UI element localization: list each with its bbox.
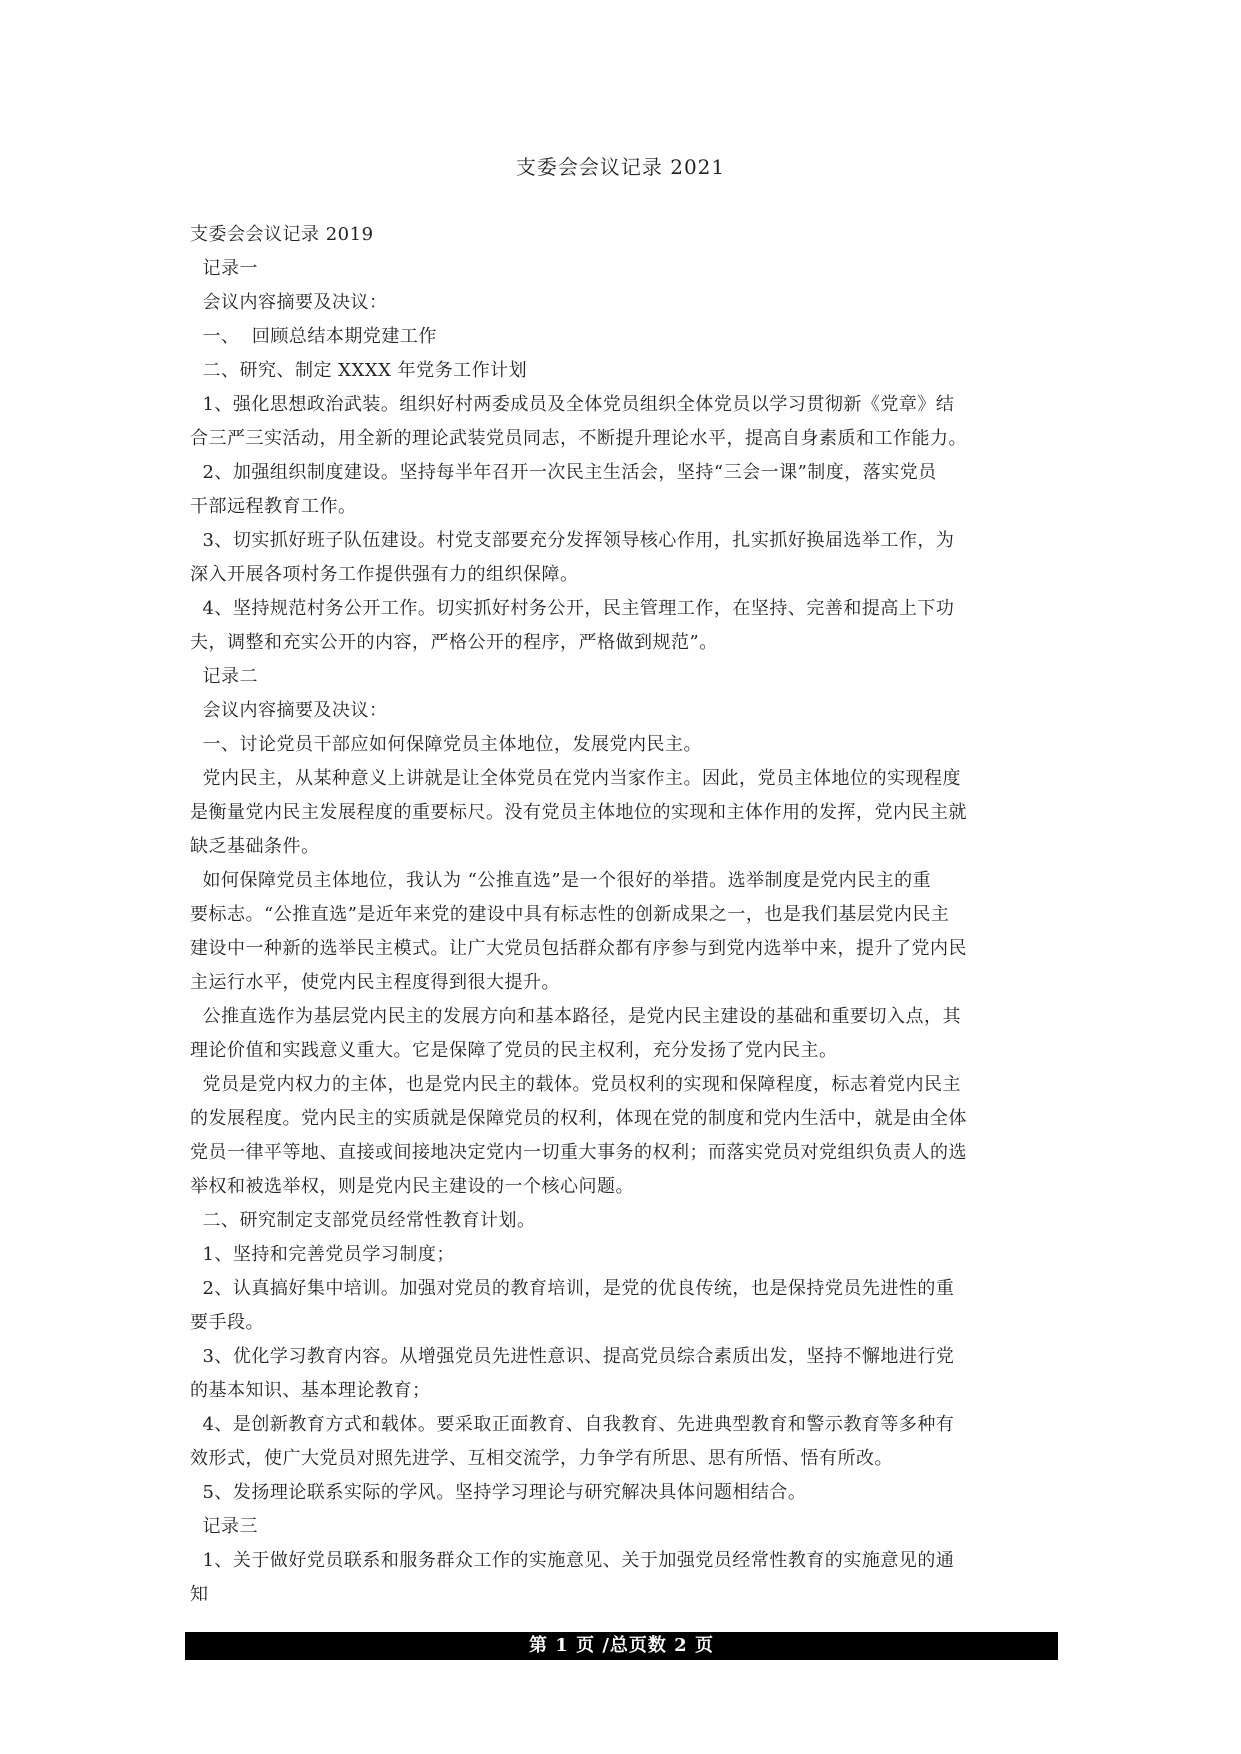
text-line: 要手段。 [190,1312,264,1333]
text-line: 深入开展各项村务工作提供强有力的组织保障。 [190,564,579,585]
document-title: 支委会会议记录 2021 [515,155,726,179]
page-number: 第 1 页 /总页数 2 页 [529,1635,714,1656]
text-line: 理论价值和实践意义重大。它是保障了党员的民主权利，充分发扬了党内民主。 [190,1040,838,1061]
text-line: 合三严三实活动，用全新的理论武装党员同志，不断提升理论水平，提高自身素质和工作能力。 [190,428,967,449]
text-line: 一、讨论党员干部应如何保障党员主体地位，发展党内民主。 [190,734,702,755]
text-line: 4、坚持规范村务公开工作。切实抓好村务公开，民主管理工作，在坚持、完善和提高上下功 [190,598,955,619]
text-line: 的基本知识、基本理论教育； [190,1380,431,1401]
text-line: 记录一 [190,258,258,279]
document-body [190,218,1060,1612]
text-line: 会议内容摘要及决议： [190,700,388,721]
text-line: 要标志。“公推直选”是近年来党的建设中具有标志性的创新成果之一，也是我们基层党内民主 [190,904,950,925]
text-line: 4、是创新教育方式和载体。要采取正面教育、自我教育、先进典型教育和警示教育等多种有 [190,1414,955,1435]
text-line: 公推直选作为基层党内民主的发展方向和基本路径，是党内民主建设的基础和重要切入点，其 [190,1006,961,1027]
text-line: 记录三 [190,1516,258,1537]
text-line: 二、研究制定支部党员经常性教育计划。 [190,1210,536,1231]
text-line: 1、强化思想政治武装。组织好村两委成员及全体党员组织全体党员以学习贯彻新《党章》结 [190,394,955,415]
text-line: 1、坚持和完善党员学习制度； [190,1244,455,1265]
text-line: 2、加强组织制度建设。坚持每半年召开一次民主生活会，坚持“三会一课”制度，落实党员 [190,462,937,483]
text-line: 缺乏基础条件。 [190,836,320,857]
text-line: 举权和被选举权，则是党内民主建设的一个核心问题。 [190,1176,634,1197]
text-line: 会议内容摘要及决议： [190,292,388,313]
text-line: 党内民主，从某种意义上讲就是让全体党员在党内当家作主。因此，党员主体地位的实现程度 [190,768,961,789]
text-line: 主运行水平，使党内民主程度得到很大提升。 [190,972,560,993]
text-line: 一、 回顾总结本期党建工作 [190,326,437,347]
text-line: 二、研究、制定 XXXX 年党务工作计划 [190,360,528,381]
text-line: 如何保障党员主体地位，我认为 “公推直选”是一个很好的举措。选举制度是党内民主的重 [190,870,932,891]
text-line: 干部远程教育工作。 [190,496,357,517]
text-line: 效形式，使广大党员对照先进学、互相交流学，力争学有所思、思有所悟、悟有所改。 [190,1448,893,1469]
text-line: 记录二 [190,666,258,687]
text-line: 5、发扬理论联系实际的学风。坚持学习理论与研究解决具体问题相结合。 [190,1482,807,1503]
text-line: 夫，调整和充实公开的内容，严格公开的程序，严格做到规范”。 [190,632,718,653]
text-line: 是衡量党内民主发展程度的重要标尺。没有党员主体地位的实现和主体作用的发挥，党内民主就 [190,802,967,823]
text-line: 的发展程度。党内民主的实质就是保障党员的权利，体现在党的制度和党内生活中，就是由全体 [190,1108,967,1129]
text-line: 党员是党内权力的主体，也是党内民主的载体。党员权利的实现和保障程度，标志着党内民主 [190,1074,961,1095]
text-line: 知 [190,1584,209,1605]
text-line: 3、切实抓好班子队伍建设。村党支部要充分发挥领导核心作用，扎实抓好换届选举工作，为 [190,530,955,551]
text-line: 建设中一种新的选举民主模式。让广大党员包括群众都有序参与到党内选举中来，提升了党内民 [190,938,967,959]
text-line: 党员一律平等地、直接或间接地决定党内一切重大事务的权利；而落实党员对党组织负责人的选 [190,1142,967,1163]
text-line: 3、优化学习教育内容。从增强党员先进性意识、提高党员综合素质出发，坚持不懈地进行党 [190,1346,955,1367]
footer-bar [185,1632,1058,1660]
text-line: 1、关于做好党员联系和服务群众工作的实施意见、关于加强党员经常性教育的实施意见的通 [190,1550,955,1571]
text-line: 支委会会议记录 2019 [190,224,374,245]
text-line: 2、认真搞好集中培训。加强对党员的教育培训，是党的优良传统，也是保持党员先进性的重 [190,1278,955,1299]
